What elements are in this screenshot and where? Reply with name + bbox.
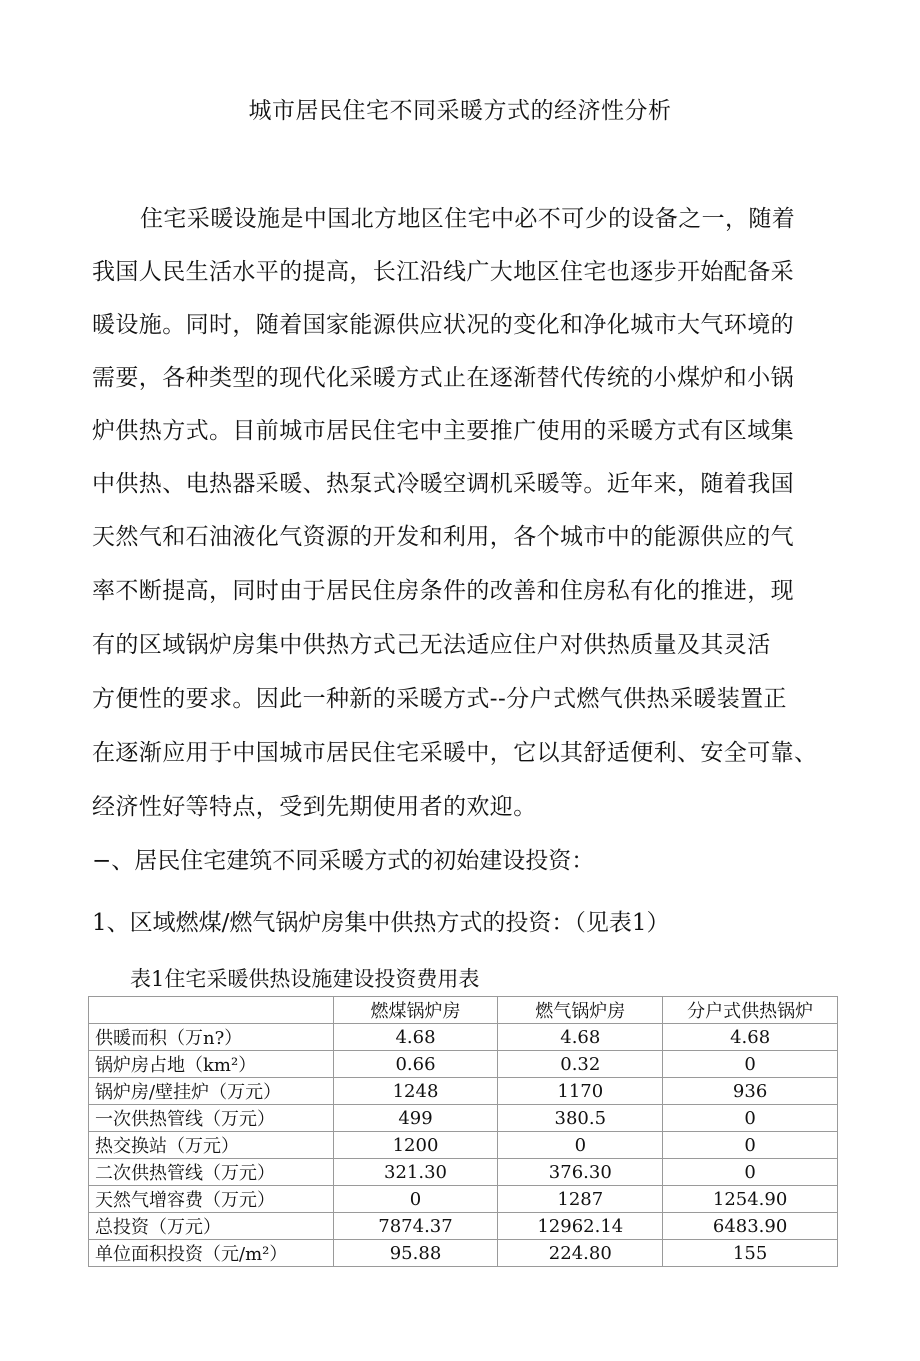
row-label: 锅炉房/壁挂炉（万元） bbox=[89, 1078, 334, 1105]
table-cell: 155 bbox=[663, 1240, 838, 1267]
row-label: 单位面积投资（元/m²） bbox=[89, 1240, 334, 1267]
row-label: 天然气增容费（万元） bbox=[89, 1186, 334, 1213]
table-caption: 表1住宅采暖供热设施建设投资费用表 bbox=[130, 967, 480, 991]
table-cell: 936 bbox=[663, 1078, 838, 1105]
table-cell: 499 bbox=[333, 1105, 498, 1132]
investment-table bbox=[88, 996, 838, 1267]
row-label: 供暖而积（万n?） bbox=[89, 1024, 334, 1051]
table-cell: 12962.14 bbox=[498, 1213, 663, 1240]
table-cell: 380.5 bbox=[498, 1105, 663, 1132]
row-label: 总投资（万元） bbox=[89, 1213, 334, 1240]
table-header-cell: 燃煤锅炉房 bbox=[333, 997, 498, 1024]
paragraph-line: 中供热、电热器采暖、热泵式冷暖空调机采暖等。近年来，随着我国 bbox=[92, 471, 794, 497]
row-label: 锅炉房占地（km²） bbox=[89, 1051, 334, 1078]
paragraph-line: 暖设施。同时，随着国家能源供应状况的变化和净化城市大气环境的 bbox=[92, 312, 794, 338]
table-cell: 1200 bbox=[333, 1132, 498, 1159]
table-header-cell bbox=[89, 997, 334, 1024]
table-header-cell: 分户式供热锅炉 bbox=[663, 997, 838, 1024]
table-header-cell: 燃气锅炉房 bbox=[498, 997, 663, 1024]
table-cell: 95.88 bbox=[333, 1240, 498, 1267]
paragraph-line: 我国人民生活水平的提高，长江沿线广大地区住宅也逐步开始配备采 bbox=[92, 259, 794, 285]
table-row bbox=[89, 1078, 838, 1105]
table-cell: 0 bbox=[663, 1105, 838, 1132]
subsection-heading: 1、区域燃煤/燃气锅炉房集中供热方式的投资：（见表1） bbox=[92, 910, 670, 936]
table-cell: 6483.90 bbox=[663, 1213, 838, 1240]
table-cell: 0 bbox=[663, 1159, 838, 1186]
table-cell: 1170 bbox=[498, 1078, 663, 1105]
paragraph-line: 率不断提高，同时由于居民住房条件的改善和住房私有化的推进，现 bbox=[92, 578, 794, 604]
table-cell: 7874.37 bbox=[333, 1213, 498, 1240]
table-row bbox=[89, 1105, 838, 1132]
table-cell: 224.80 bbox=[498, 1240, 663, 1267]
table-header-row bbox=[89, 997, 838, 1024]
table-row bbox=[89, 1024, 838, 1051]
table-row bbox=[89, 1159, 838, 1186]
table-cell: 0 bbox=[663, 1132, 838, 1159]
table-cell: 0.32 bbox=[498, 1051, 663, 1078]
paragraph-line: 天然气和石油液化气资源的开发和利用，各个城市中的能源供应的气 bbox=[92, 524, 794, 550]
row-label: 一次供热管线（万元） bbox=[89, 1105, 334, 1132]
paragraph-line: 住宅采暖设施是中国北方地区住宅中必不可少的设备之一，随着 bbox=[140, 206, 796, 232]
table-cell: 0.66 bbox=[333, 1051, 498, 1078]
table-cell: 4.68 bbox=[498, 1024, 663, 1051]
row-label: 二次供热管线（万元） bbox=[89, 1159, 334, 1186]
section-heading: −、居民住宅建筑不同采暖方式的初始建设投资： bbox=[92, 848, 595, 874]
table-row bbox=[89, 1213, 838, 1240]
table-cell: 321.30 bbox=[333, 1159, 498, 1186]
table-cell: 376.30 bbox=[498, 1159, 663, 1186]
paragraph-line: 炉供热方式。目前城市居民住宅中主要推广使用的采暖方式有区域集 bbox=[92, 418, 794, 444]
row-label: 热交换站（万元） bbox=[89, 1132, 334, 1159]
paragraph-line: 方便性的要求。因此一种新的采暖方式--分户式燃气供热采暖装置正 bbox=[92, 686, 787, 712]
paragraph-line: 有的区域锅炉房集中供热方式己无法适应住户对供热质量及其灵活 bbox=[92, 632, 771, 658]
table-row bbox=[89, 1051, 838, 1078]
table-cell: 1287 bbox=[498, 1186, 663, 1213]
table-cell: 1254.90 bbox=[663, 1186, 838, 1213]
table-row bbox=[89, 1240, 838, 1267]
table-row bbox=[89, 1132, 838, 1159]
paragraph-line: 在逐渐应用于中国城市居民住宅采暖中，它以其舒适便利、安全可靠、 bbox=[92, 740, 818, 766]
table-cell: 0 bbox=[498, 1132, 663, 1159]
paragraph-line: 经济性好等特点，受到先期使用者的欢迎。 bbox=[92, 794, 537, 820]
paragraph-line: 需要，各种类型的现代化采暖方式止在逐渐替代传统的小煤炉和小锅 bbox=[92, 365, 794, 391]
document-title: 城市居民住宅不同采暖方式的经济性分析 bbox=[248, 98, 672, 124]
table-cell: 0 bbox=[333, 1186, 498, 1213]
table-cell: 4.68 bbox=[333, 1024, 498, 1051]
table-cell: 0 bbox=[663, 1051, 838, 1078]
table-row bbox=[89, 1186, 838, 1213]
table-cell: 1248 bbox=[333, 1078, 498, 1105]
table-cell: 4.68 bbox=[663, 1024, 838, 1051]
